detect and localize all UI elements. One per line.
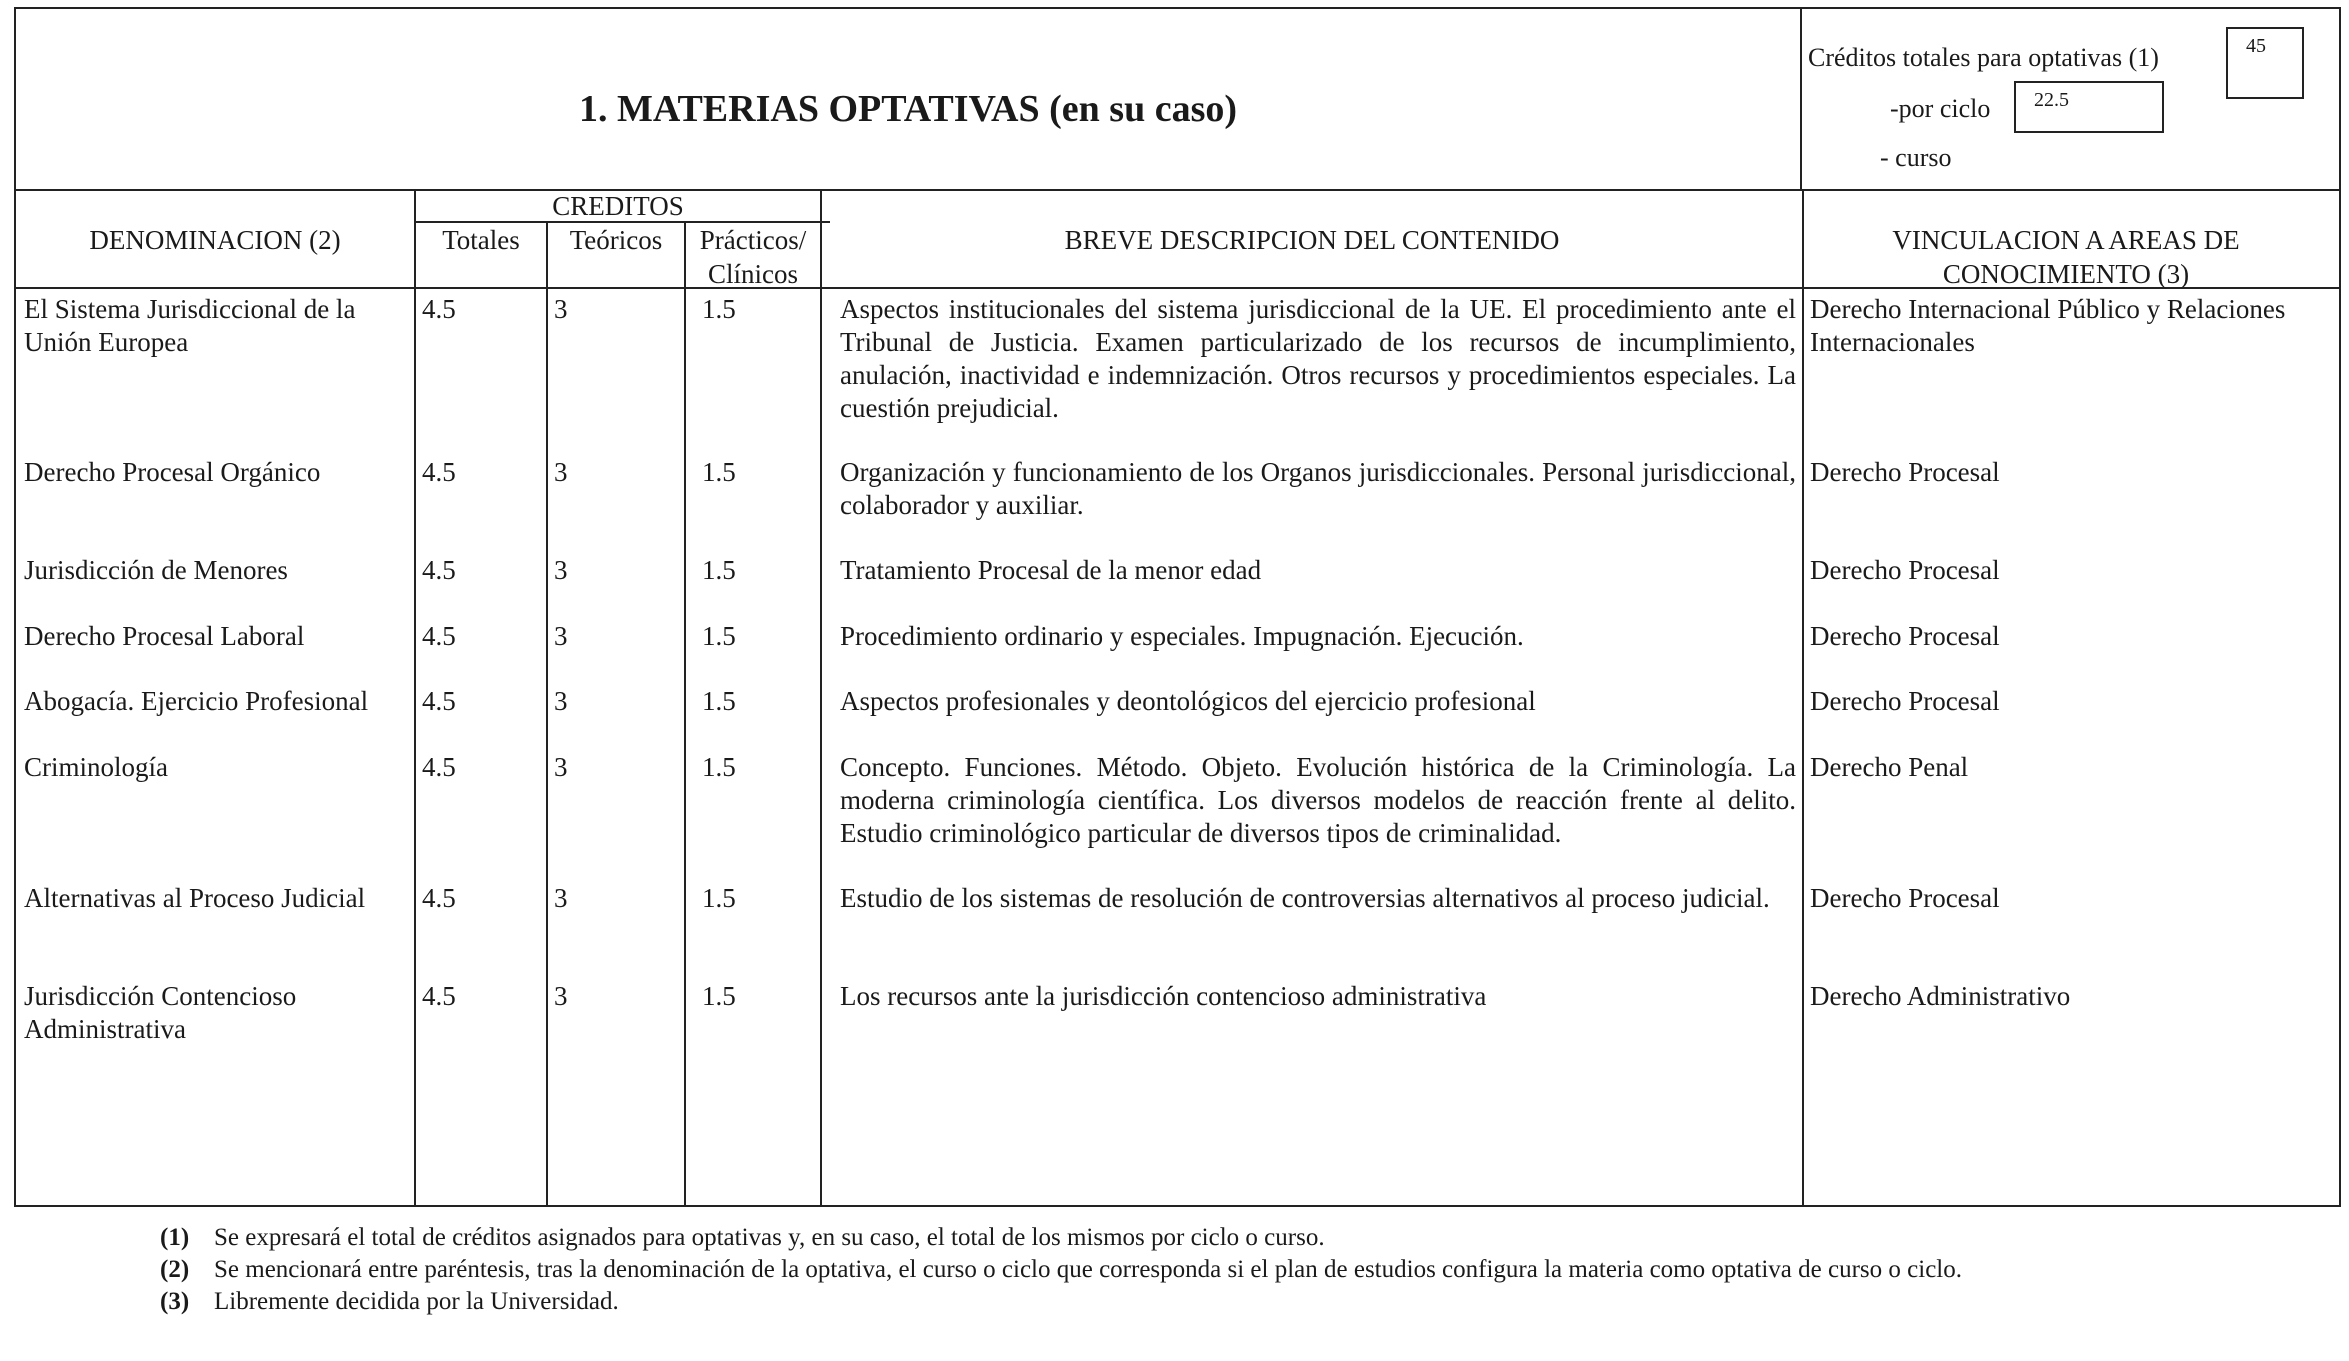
row-practical-credits: 1.5 (702, 752, 736, 782)
per-cycle-label: -por ciclo (1890, 94, 1991, 123)
row-theory-credits: 3 (554, 555, 568, 585)
footnote-number: (3) (160, 1288, 190, 1315)
row-description: Los recursos ante la jurisdicción contencioso administrativa (840, 981, 1487, 1011)
row-theory-credits: 3 (554, 883, 568, 913)
row-description: Estudio de los sistemas de resolución de controversias alternativos al proceso judicial. (840, 883, 1770, 913)
row-knowledge-area: Derecho Procesal (1810, 457, 2000, 487)
row-total-credits: 4.5 (422, 883, 456, 913)
row-description: Aspectos profesionales y deontológicos del ejercicio profesional (840, 686, 1536, 716)
row-practical-credits: 1.5 (702, 621, 736, 651)
row-knowledge-area: Derecho Procesal (1810, 686, 2000, 716)
col-totales: Totales (442, 225, 520, 255)
col-practicos: Prácticos/ Clínicos (699, 225, 807, 289)
col-creditos: CREDITOS (552, 191, 684, 221)
row-knowledge-area: Derecho Procesal (1810, 883, 2000, 913)
row-name: Abogacía. Ejercicio Profesional (24, 686, 369, 716)
per-cycle-value: 22.5 (2014, 81, 2164, 133)
row-knowledge-area: Derecho Administrativo (1810, 981, 2071, 1011)
row-total-credits: 4.5 (422, 752, 456, 782)
row-total-credits: 4.5 (422, 686, 456, 716)
row-total-credits: 4.5 (422, 981, 456, 1011)
row-name: Jurisdicción Contencioso Administrativa (24, 981, 297, 1044)
row-name: Derecho Procesal Laboral (24, 621, 305, 651)
title-divider (1800, 9, 1802, 191)
row-total-credits: 4.5 (422, 294, 456, 324)
row-name: El Sistema Jurisdiccional de la Unión Europea (24, 294, 356, 357)
col-line (820, 189, 822, 1205)
col-line (546, 221, 548, 1205)
course-label: - curso (1880, 143, 1952, 172)
footnote-number: (2) (160, 1256, 190, 1283)
row-name: Alternativas al Proceso Judicial (24, 883, 366, 913)
row-name: Criminología (24, 752, 168, 782)
header-separator (16, 189, 2339, 191)
row-total-credits: 4.5 (422, 457, 456, 487)
row-theory-credits: 3 (554, 752, 568, 782)
row-practical-credits: 1.5 (702, 555, 736, 585)
row-description: Aspectos institucionales del sistema jurisdiccional de la UE. El procedimiento ante el Tribunal de Justicia. Examen particularizado de los recursos de incumplimiento, anulación, inactividad e indemnización. Otros recursos y procedimientos especiales. La cuestión prejudicial. (840, 294, 1796, 423)
col-vinculacion: VINCULACION A AREAS DE CONOCIMIENTO (3) (1892, 225, 2240, 289)
row-description: Tratamiento Procesal de la menor edad (840, 555, 1262, 585)
row-description: Procedimiento ordinario y especiales. Impugnación. Ejecución. (840, 621, 1524, 651)
row-theory-credits: 3 (554, 686, 568, 716)
row-theory-credits: 3 (554, 621, 568, 651)
optional-subjects-table (14, 7, 2341, 1207)
footnote (160, 1286, 2220, 1318)
row-name: Jurisdicción de Menores (24, 555, 288, 585)
row-name: Derecho Procesal Orgánico (24, 457, 321, 487)
footnote-text: Se expresará el total de créditos asignados para optativas y, en su caso, el total de los mismos por ciclo o curso. (214, 1224, 1325, 1251)
row-knowledge-area: Derecho Procesal (1810, 621, 2000, 651)
col-line (414, 189, 416, 1205)
row-practical-credits: 1.5 (702, 294, 736, 324)
footnote (160, 1222, 2220, 1254)
row-theory-credits: 3 (554, 981, 568, 1011)
row-description: Concepto. Funciones. Método. Objeto. Evolución histórica de la Criminología. La moderna criminología científica. Los diversos modelos de reacción frente al delito. Estudio criminológico particular de diversos tipos de criminalidad. (840, 752, 1796, 848)
row-total-credits: 4.5 (422, 555, 456, 585)
row-theory-credits: 3 (554, 294, 568, 324)
row-practical-credits: 1.5 (702, 883, 736, 913)
footnote-text: Libremente decidida por la Universidad. (214, 1288, 619, 1315)
row-practical-credits: 1.5 (702, 981, 736, 1011)
col-denominacion: DENOMINACION (2) (89, 225, 341, 255)
row-knowledge-area: Derecho Procesal (1810, 555, 2000, 585)
footnotes (160, 1222, 2220, 1318)
col-descripcion: BREVE DESCRIPCION DEL CONTENIDO (1064, 225, 1560, 255)
footnote-number: (1) (160, 1224, 190, 1251)
row-theory-credits: 3 (554, 457, 568, 487)
row-practical-credits: 1.5 (702, 457, 736, 487)
col-line (1802, 189, 1804, 1205)
row-knowledge-area: Derecho Penal (1810, 752, 1969, 782)
page-title: 1. MATERIAS OPTATIVAS (en su caso) (578, 88, 1238, 130)
row-description: Organización y funcionamiento de los Organos jurisdiccionales. Personal jurisdiccional, colaborador y auxiliar. (840, 457, 1796, 520)
footnote-text: Se mencionará entre paréntesis, tras la denominación de la optativa, el curso o ciclo que corresponda si el plan de estudios configura la materia como optativa de curso o ciclo. (214, 1256, 1962, 1283)
col-teoricos: Teóricos (569, 225, 663, 255)
row-knowledge-area: Derecho Internacional Público y Relaciones Internacionales (1810, 294, 2286, 357)
total-credits-label: Créditos totales para optativas (1) (1808, 43, 2159, 72)
row-practical-credits: 1.5 (702, 686, 736, 716)
footnote (160, 1254, 2220, 1286)
row-total-credits: 4.5 (422, 621, 456, 651)
total-credits-value: 45 (2226, 27, 2304, 99)
col-line (684, 221, 686, 1205)
